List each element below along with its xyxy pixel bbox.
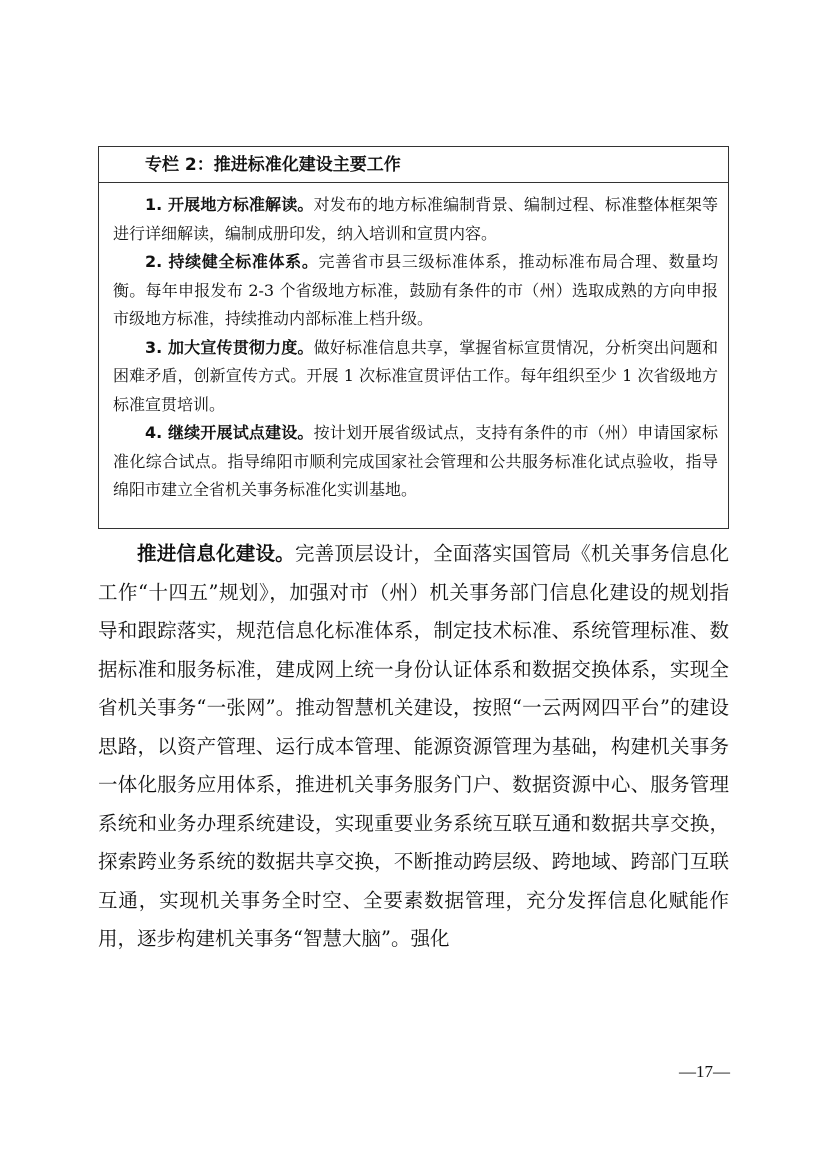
feature-item-text: 对发布的地方标准编制背景、编制过程、标准整体框架等进行详细解读，编制成册印发，纳入培训和宣贯内容。 xyxy=(113,195,718,243)
feature-item-lead: 3. 加大宣传贯彻力度。 xyxy=(145,337,314,357)
feature-item-lead: 1. 开展地方标准解读。 xyxy=(145,195,314,214)
feature-item-3 xyxy=(113,334,718,420)
body-paragraph-lead: 推进信息化建设。 xyxy=(137,542,295,565)
feature-item-lead: 4. 继续开展试点建设。 xyxy=(145,423,314,442)
body-paragraph-text: 完善顶层设计，全面落实国管局《机关事务信息化工作“十四五”规划》，加强对市（州）机关事务部门信息化建设的规划指导和跟踪落实，规范信息化标准体系，制定技术标准、系统管理标准、数据标准和服务标准，建成网上统一身份认证体系和数据交换体系，实现全省机关事务“一张网”。推动智慧机关建设，按照“一云两网四平台”的建设思路，以资产管理、运行成本管理、能源资源管理为基础，构建机关事务一体化服务应用体系，推进机关事务服务门户、数据资源中心、服务管理系统和业务办理系统建设，实现重要业务系统互联互通和数据共享交换，探索跨业务系统的数据共享交换，不断推动跨层级、跨地域、跨部门互联互通，实现机关事务全时空、全要素数据管理，充分发挥信息化赋能作用，逐步构建机关事务“智慧大脑”。强化 xyxy=(98,542,729,950)
feature-box-body xyxy=(99,183,728,505)
feature-item-text: 按计划开展省级试点，支持有条件的市（州）申请国家标准化综合试点。指导绵阳市顺利完成国家社会管理和公共服务标准化试点验收，指导绵阳市建立全省机关事务标准化实训基地。 xyxy=(113,423,718,499)
feature-item-lead: 2. 持续健全标准体系。 xyxy=(145,252,319,271)
page-number: —17— xyxy=(679,1062,730,1081)
body-paragraph xyxy=(98,535,729,959)
feature-item-text: 完善省市县三级标准体系，推动标准布局合理、数量均衡。每年申报发布 2-3 个省级地方标准，鼓励有条件的市（州）选取成熟的方向申报市级地方标准，持续推动内部标准上档升级。 xyxy=(113,252,718,328)
feature-item-1 xyxy=(113,191,718,248)
feature-item-4 xyxy=(113,419,718,505)
feature-item-text: 做好标准信息共享，掌握省标宣贯情况，分析突出问题和困难矛盾，创新宣传方式。开展 1 次标准宣贯评估工作。每年组织至少 1 次省级地方标准宣贯培训。 xyxy=(113,337,718,414)
feature-item-2 xyxy=(113,248,718,334)
feature-box xyxy=(98,146,729,529)
feature-box-title: 专栏 2：推进标准化建设主要工作 xyxy=(99,147,728,183)
